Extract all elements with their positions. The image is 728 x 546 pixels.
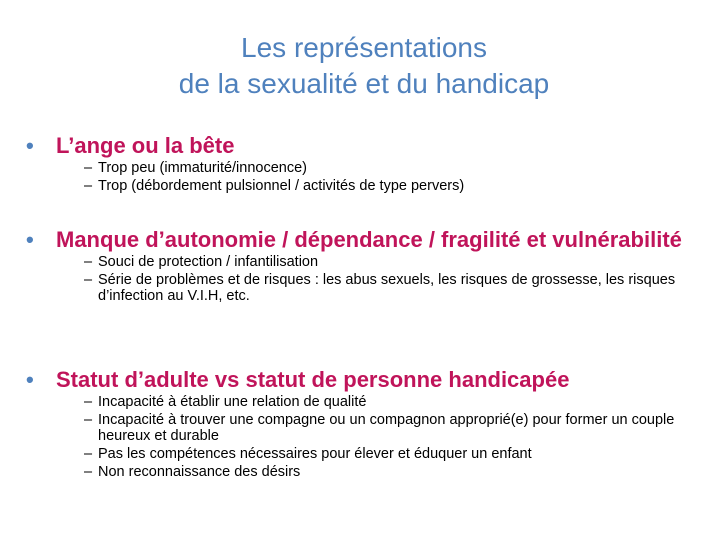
sub-item-text: Incapacité à établir une relation de qualité xyxy=(98,394,367,410)
bullet-ange-ou-bete xyxy=(24,134,714,196)
sub-item-text: Série de problèmes et de risques : les abus sexuels, les risques de grossesse, les risques d’infection au V.I.H, etc. xyxy=(98,272,676,304)
sub-item xyxy=(24,178,714,194)
bullet-heading-text: Manque d’autonomie / dépendance / fragilité et vulnérabilité xyxy=(56,227,682,252)
dash-marker-icon: – xyxy=(84,464,93,480)
bullet-marker-icon: • xyxy=(26,367,34,392)
sub-item-text: Souci de protection / infantilisation xyxy=(98,254,319,270)
sub-item-text: Trop (débordement pulsionnel / activités de type pervers) xyxy=(98,178,465,194)
dash-marker-icon: – xyxy=(84,412,93,428)
title-line-1: Les représentations xyxy=(241,32,487,63)
sub-item xyxy=(24,272,714,304)
bullet-manque-autonomie xyxy=(24,228,714,306)
dash-marker-icon: – xyxy=(84,272,93,288)
sub-item-text: Incapacité à trouver une compagne ou un compagnon approprié(e) pour former un couple heureux et durable xyxy=(98,412,675,444)
bullet-heading xyxy=(24,368,714,391)
sub-list xyxy=(24,160,714,194)
sub-list xyxy=(24,394,714,480)
bullet-heading-text: Statut d’adulte vs statut de personne handicapée xyxy=(56,367,570,392)
sub-item xyxy=(24,446,714,462)
sub-item xyxy=(24,394,714,410)
dash-marker-icon: – xyxy=(84,394,93,410)
sub-item xyxy=(24,412,714,444)
bullet-heading xyxy=(24,228,714,251)
bullet-marker-icon: • xyxy=(26,227,34,252)
dash-marker-icon: – xyxy=(84,254,93,270)
bullet-heading-text: L’ange ou la bête xyxy=(56,133,235,158)
sub-item xyxy=(24,160,714,176)
sub-item-text: Trop peu (immaturité/innocence) xyxy=(98,160,307,176)
dash-marker-icon: – xyxy=(84,178,93,194)
sub-list xyxy=(24,254,714,304)
dash-marker-icon: – xyxy=(84,446,93,462)
slide-title xyxy=(0,30,728,102)
sub-item xyxy=(24,254,714,270)
sub-item xyxy=(24,464,714,480)
sub-item-text: Pas les compétences nécessaires pour élever et éduquer un enfant xyxy=(98,446,532,462)
bullet-statut-adulte xyxy=(24,368,714,482)
bullet-marker-icon: • xyxy=(26,133,34,158)
sub-item-text: Non reconnaissance des désirs xyxy=(98,464,301,480)
title-line-2: de la sexualité et du handicap xyxy=(178,68,550,99)
bullet-heading xyxy=(24,134,714,157)
dash-marker-icon: – xyxy=(84,160,93,176)
